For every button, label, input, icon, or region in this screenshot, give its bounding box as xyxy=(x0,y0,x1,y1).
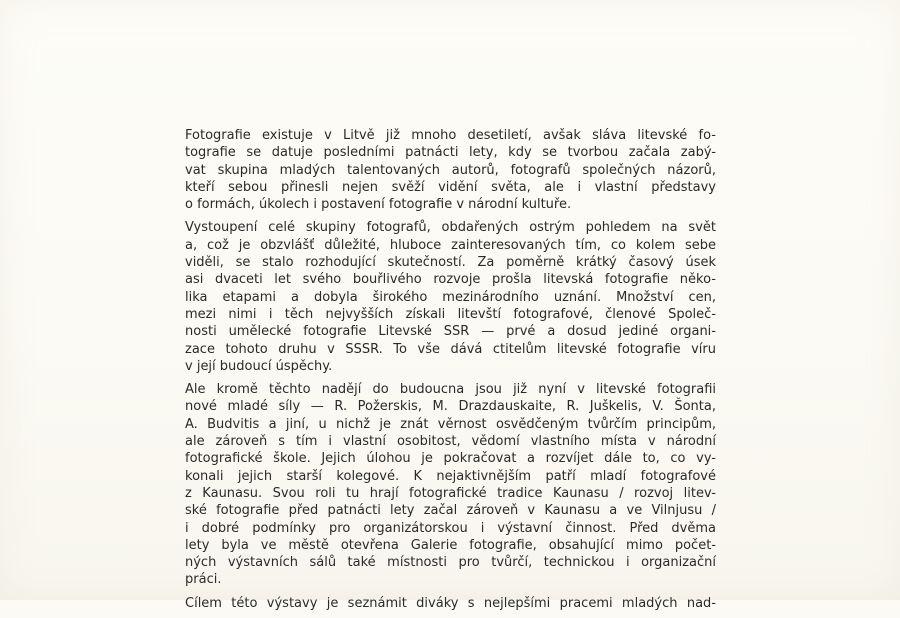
text-line: ské fotografie před patnácti lety začal zároveň v Kaunasu a ve Vilnjusu / xyxy=(185,503,716,519)
text-line: kteří sebou přinesli nejen svěží vidění světa, ale i vlastní představy xyxy=(185,179,716,195)
text-line: nové mladé síly — R. Požerskis, M. Drazdauskaite, R. Juškelis, V. Šonta, xyxy=(185,399,716,415)
paragraph-2 xyxy=(185,219,716,375)
text-line: Vystoupení celé skupiny fotografů, obdařených ostrým pohledem na svět xyxy=(185,220,716,236)
paragraph-3 xyxy=(185,381,716,589)
text-line: zace tohoto druhu v SSSR. To vše dává ctitelům litevské fotografie víru xyxy=(185,341,716,357)
text-line: fotografické škole. Jejich úlohou je pokračovat a rozvíjet dále to, co vy- xyxy=(185,451,716,467)
text-line: vat skupina mladých talentovaných autorů, fotografů společných názorů, xyxy=(185,162,716,178)
text-line: lika etapami a dobyla širokého mezinárodního uznání. Množství cen, xyxy=(185,289,716,305)
text-line: práci. xyxy=(185,572,222,588)
text-line: tografie se datuje posledními patnácti lety, kdy se tvorbou začala zabý- xyxy=(185,145,716,161)
text-line: Fotografie existuje v Litvě již mnoho desetiletí, avšak sláva litevské fo- xyxy=(185,128,716,143)
paragraph-1 xyxy=(185,127,716,213)
paragraph-4 xyxy=(185,595,716,612)
text-line: v její budoucí úspěchy. xyxy=(185,358,333,374)
text-line: lety byla ve městě otevřena Galerie fotografie, obsahující mimo počet- xyxy=(185,537,716,553)
text-line: z Kaunasu. Svou roli tu hrají fotografické tradice Kaunasu / rozvoj litev- xyxy=(185,485,716,501)
text-line: ných výstavních sálů také místnosti pro tvůrčí, technickou i organizační xyxy=(185,555,716,571)
text-line: i dobré podmínky pro organizátorskou i výstavní činnost. Před dvěma xyxy=(185,520,716,536)
text-line: o formách, úkolech i postavení fotografie v národní kultuře. xyxy=(185,197,572,213)
text-line: Cílem této výstavy je seznámit diváky s nejlepšími pracemi mladých nad- xyxy=(185,595,716,611)
text-line: asi dvaceti let svého bouřlivého rozvoje prošla litevská fotografie něko- xyxy=(185,272,716,288)
text-line: viděli, se stalo rozhodující skutečností. Za poměrně krátký časový úsek xyxy=(185,255,716,271)
article-text xyxy=(185,127,716,618)
text-line: a, což je obzvlášť důležité, hluboce zainteresovaných tím, co kolem sebe xyxy=(185,237,716,253)
text-line: konali jejich starší kolegové. K nejaktivnějším patří mladí fotografové xyxy=(185,468,716,484)
text-line: mezi nimi i těch nejvyšších získali litevští fotografové, členové Společ- xyxy=(185,306,716,322)
text-line: ale zároveň s tím i vlastní osobitost, vědomí vlastního místa v národní xyxy=(185,434,716,450)
text-line: Ale kromě těchto nadějí do budoucna jsou již nyní v litevské fotografii xyxy=(185,382,716,398)
text-line: nosti umělecké fotografie Litevské SSR — prvé a dosud jediné organi- xyxy=(185,324,716,340)
text-line: A. Budvitis a jiní, u nichž je znát věrnost osvědčeným tvůrčím principům, xyxy=(185,416,716,432)
